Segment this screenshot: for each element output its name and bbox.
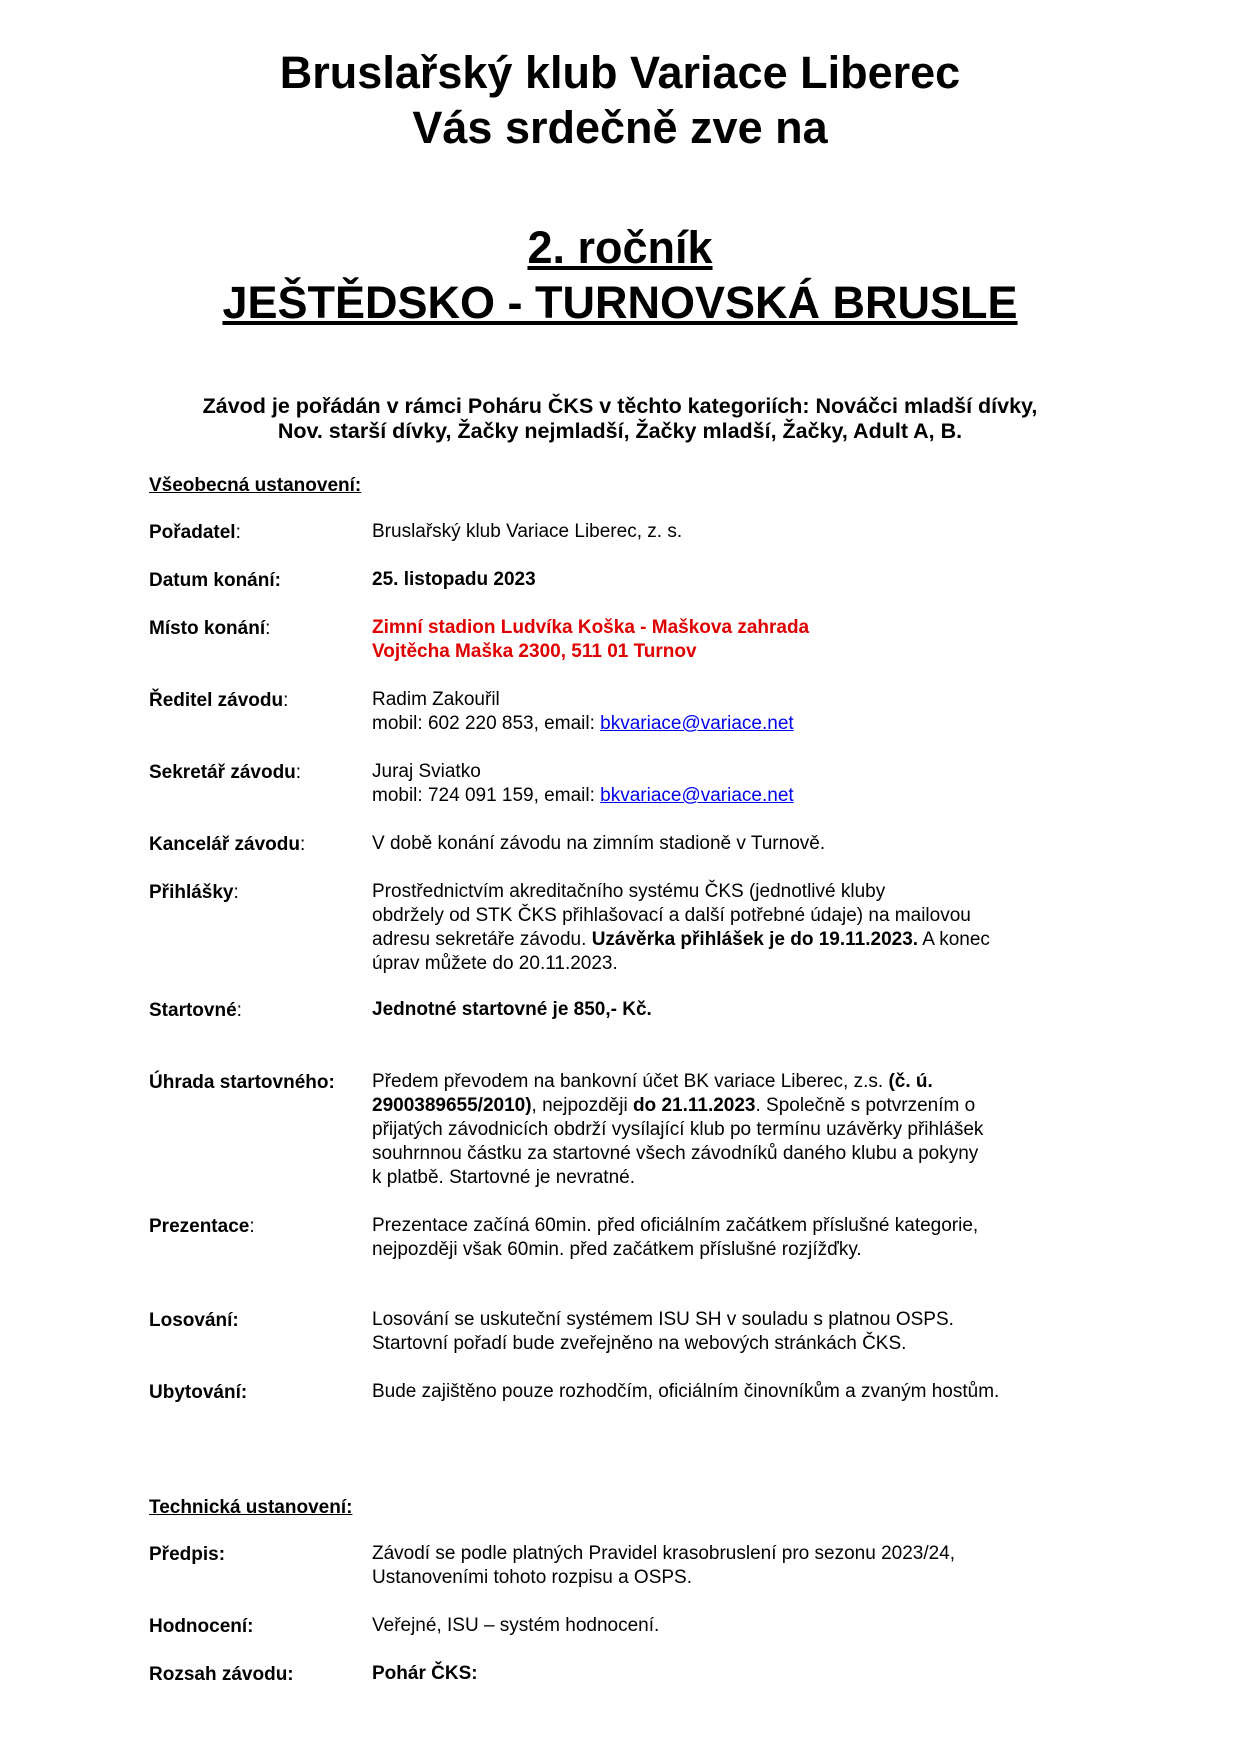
- secretary-name: Juraj Sviatko: [372, 761, 481, 782]
- venue-label: Místo konání:: [149, 618, 271, 639]
- presentation-label: Prezentace:: [149, 1216, 255, 1237]
- intro-line-1: Závod je pořádán v rámci Poháru ČKS v těchto kategoriích: Nováčci mladší dívky,: [202, 394, 1038, 418]
- director-contact: mobil: 602 220 853, email: bkvariace@variace.net: [372, 713, 794, 734]
- venue-line-2: Vojtěcha Maška 2300, 511 01 Turnov: [372, 641, 697, 662]
- office-label: Kancelář závodu:: [149, 834, 306, 855]
- entries-line-4: úprav můžete do 20.11.2023.: [372, 953, 618, 974]
- scope-value: Pohár ČKS:: [372, 1663, 478, 1684]
- payment-line-4: souhrnnou částku za startovné všech závodníků daného klubu a pokyny: [372, 1143, 979, 1164]
- accommodation-value: Bude zajištěno pouze rozhodčím, oficiálním činovníkům a zvaným hostům.: [372, 1381, 1000, 1402]
- director-email-link[interactable]: bkvariace@variace.net: [600, 713, 794, 734]
- director-name: Radim Zakouřil: [372, 689, 500, 710]
- draw-label: Losování:: [149, 1310, 239, 1331]
- secretary-email-link[interactable]: bkvariace@variace.net: [600, 785, 794, 806]
- entries-line-1: Prostřednictvím akreditačního systému ČKS (jednotlivé kluby: [372, 881, 886, 902]
- organizer-label: Pořadatel:: [149, 522, 241, 543]
- invitation-line: Vás srdečně zve na: [412, 102, 828, 153]
- edition-text: 2. ročník: [527, 222, 713, 273]
- payment-label: Úhrada startovného:: [149, 1072, 335, 1093]
- event-title: [0, 276, 1240, 330]
- general-heading: Všeobecná ustanovení:: [149, 475, 362, 496]
- event-text: JEŠTĚDSKO - TURNOVSKÁ BRUSLE: [222, 277, 1018, 328]
- draw-line-1: Losování se uskuteční systémem ISU SH v souladu s platnou OSPS.: [372, 1309, 954, 1330]
- venue-line-1: Zimní stadion Ludvíka Koška - Maškova zahrada: [372, 617, 810, 638]
- director-label: Ředitel závodu:: [149, 690, 289, 711]
- intro-line-2: Nov. starší dívky, Žačky nejmladší, Žačky mladší, Žačky, Adult A, B.: [277, 419, 963, 443]
- technical-heading: Technická ustanovení:: [149, 1497, 353, 1518]
- entries-label: Přihlášky:: [149, 882, 239, 903]
- organizer-value: Bruslařský klub Variace Liberec, z. s.: [372, 521, 683, 542]
- office-value: V době konání závodu na zimním stadioně v Turnově.: [372, 833, 826, 854]
- scoring-value: Veřejné, ISU – systém hodnocení.: [372, 1615, 660, 1636]
- date-label: Datum konání:: [149, 570, 281, 591]
- rules-line-1: Závodí se podle platných Pravidel krasobruslení pro sezonu 2023/24,: [372, 1543, 956, 1564]
- fee-value: Jednotné startovné je 850,- Kč.: [372, 999, 652, 1020]
- scope-label: Rozsah závodu:: [149, 1664, 294, 1685]
- entries-line-3: adresu sekretáře závodu. Uzávěrka přihlášek je do 19.11.2023. A konec: [372, 929, 990, 950]
- scoring-label: Hodnocení:: [149, 1616, 254, 1637]
- secretary-label: Sekretář závodu:: [149, 762, 302, 783]
- club-title: Bruslařský klub Variace Liberec: [279, 47, 961, 98]
- rules-line-2: Ustanoveními tohoto rozpisu a OSPS.: [372, 1567, 692, 1588]
- presentation-line-2: nejpozději však 60min. před začátkem příslušné rozjížďky.: [372, 1239, 862, 1260]
- accommodation-label: Ubytování:: [149, 1382, 248, 1403]
- secretary-contact: mobil: 724 091 159, email: bkvariace@variace.net: [372, 785, 794, 806]
- payment-line-5: k platbě. Startovné je nevratné.: [372, 1167, 635, 1188]
- payment-line-1: Předem převodem na bankovní účet BK variace Liberec, z.s. (č. ú.: [372, 1071, 933, 1092]
- payment-line-2: 2900389655/2010), nejpozději do 21.11.2023. Společně s potvrzením o: [372, 1095, 976, 1116]
- presentation-line-1: Prezentace začíná 60min. před oficiálním začátkem příslušné kategorie,: [372, 1215, 979, 1236]
- payment-line-3: přijatých závodnicích obdrží vysílající klub po termínu uzávěrky přihlášek: [372, 1119, 984, 1140]
- draw-line-2: Startovní pořadí bude zveřejněno na webových stránkách ČKS.: [372, 1333, 907, 1354]
- edition-title: [0, 221, 1240, 275]
- fee-label: Startovné:: [149, 1000, 242, 1021]
- rules-label: Předpis:: [149, 1544, 226, 1565]
- date-value: 25. listopadu 2023: [372, 569, 536, 590]
- entries-line-2: obdržely od STK ČKS přihlašovací a další potřebné údaje) na mailovou: [372, 905, 971, 926]
